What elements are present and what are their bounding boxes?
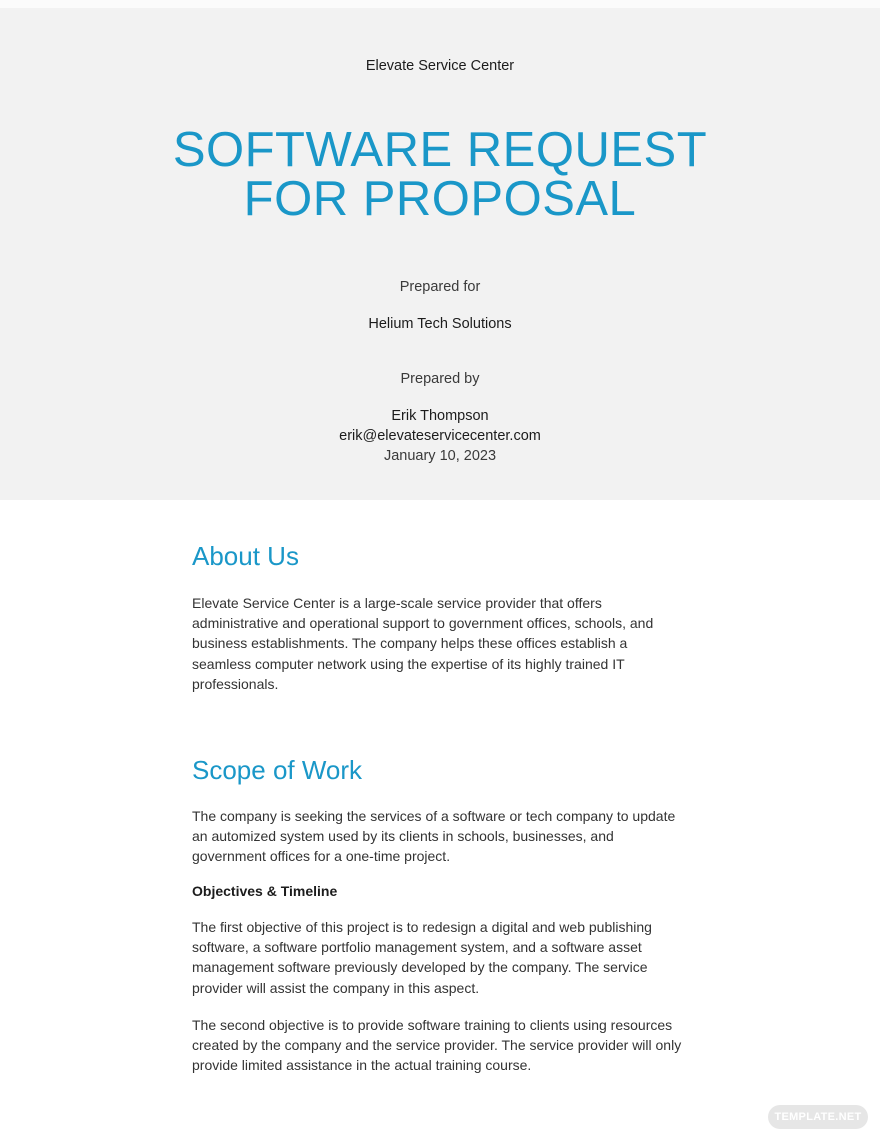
about-heading: About Us	[192, 541, 299, 571]
about-paragraph: Elevate Service Center is a large-scale service provider that offers administrative and operational support to government offices, schools, and business establishments. The company helps these offices establish a seamless computer network using the expertise of its highly trained IT professionals.	[192, 595, 654, 692]
title-line-2: FOR PROPOSAL	[243, 172, 637, 226]
scope-paragraph: The company is seeking the services of a software or tech company to update an automized system used by its clients in schools, businesses, and government offices for a one-time project.	[192, 808, 676, 865]
template-watermark[interactable]: TEMPLATE.NET	[768, 1105, 868, 1129]
company-name: Elevate Service Center	[365, 58, 515, 74]
objective-paragraph-1: The first objective of this project is to redesign a digital and web publishing software, a software portfolio management system, and a software asset management software previously developed by the company. The service provider will assist the company in this aspect.	[192, 919, 652, 996]
author-name: Erik Thompson	[391, 408, 489, 424]
prepared-for-label: Prepared for	[399, 279, 481, 295]
author-email: erik@elevateservicecenter.com	[339, 428, 541, 444]
objectives-heading: Objectives & Timeline	[192, 883, 338, 899]
document-date: January 10, 2023	[383, 448, 497, 464]
cover-section	[0, 8, 880, 500]
title-line-1: SOFTWARE REQUEST	[172, 123, 708, 177]
scope-heading: Scope of Work	[192, 755, 363, 785]
top-strip	[0, 0, 880, 8]
prepared-by-label: Prepared by	[400, 371, 480, 387]
document-title	[0, 123, 880, 226]
objective-paragraph-2: The second objective is to provide software training to clients using resources created by the company and the service provider. The service provider will only provide limited assistance in the actual training course.	[192, 1017, 682, 1074]
client-name: Helium Tech Solutions	[368, 316, 512, 332]
